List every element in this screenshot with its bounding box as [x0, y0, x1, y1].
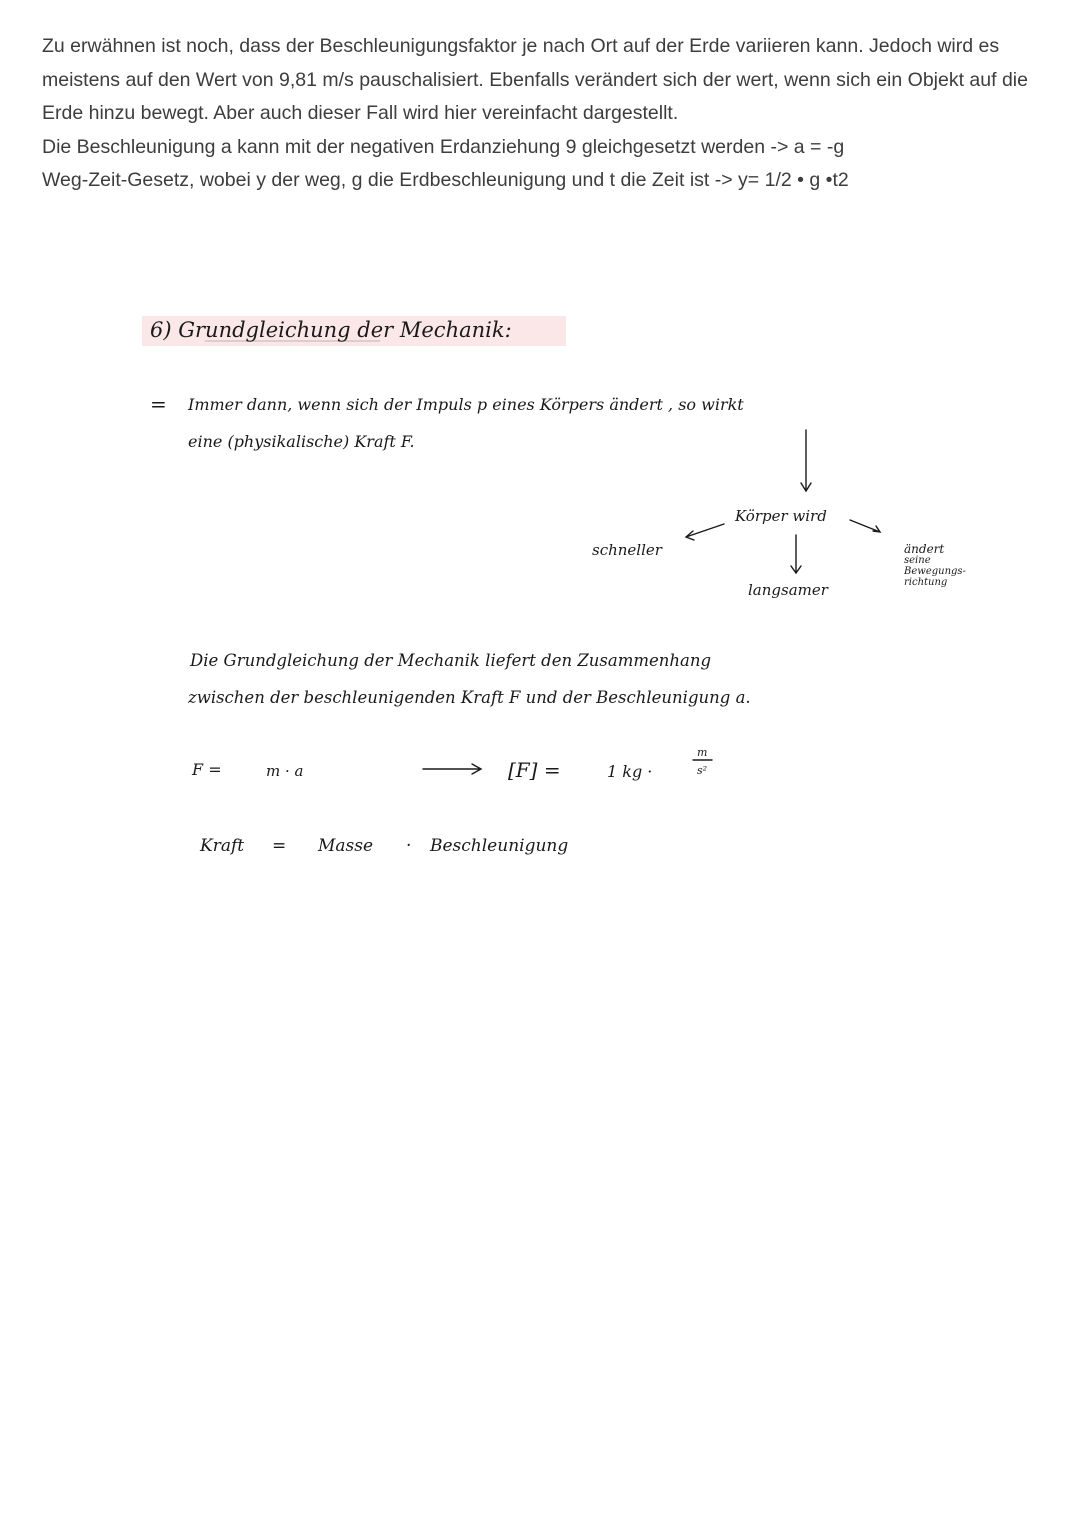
- handwritten-heading: 6) Grundgleichung der Mechanik:: [150, 318, 512, 342]
- arrow-to-langsamer: [791, 535, 801, 573]
- word-masse: Masse: [318, 836, 374, 856]
- formula-rhs: m · a: [266, 762, 304, 780]
- typed-line-acceleration: Die Beschleunigung a kann mit der negativen Erdanziehung 9 gleichgesetzt werden -> a = -g: [42, 135, 845, 158]
- diagram-left-label: schneller: [592, 541, 662, 559]
- typed-line-weg-zeit: Weg-Zeit-Gesetz, wobei y der weg, g die Erdbeschleunigung und t die Zeit ist -> y= 1/2 • g •t2: [42, 169, 849, 191]
- explanation-line-2: zwischen der beschleunigenden Kraft F und der Beschleunigung a.: [188, 688, 751, 707]
- word-kraft: Kraft: [200, 836, 245, 856]
- definition-line-2: eine (physikalische) Kraft F.: [188, 432, 415, 451]
- unit-lhs: [F] =: [508, 758, 561, 782]
- arrow-to-schneller: [686, 524, 724, 540]
- diagram-right-line-4: richtung: [904, 577, 948, 588]
- word-equals: =: [272, 836, 287, 856]
- formula-arrow: [423, 764, 481, 774]
- equals-mark: =: [150, 392, 167, 416]
- unit-rhs: 1 kg ·: [607, 762, 653, 781]
- diagram-right-line-3: Bewegungs-: [904, 566, 966, 577]
- typed-paragraph: Zu erwähnen ist noch, dass der Beschleunigungsfaktor je nach Ort auf der Erde variieren kann. Jedoch wird es meistens auf den Wert von 9,81 m/s pauschalisiert. Ebenfalls verändert sich der wert, wenn sich ein Objekt auf die Erde hinzu bewegt. Aber auch dieser Fall wird hier vereinfacht dargestellt.: [42, 35, 1028, 124]
- diagram-below-label: langsamer: [748, 581, 828, 599]
- arrow-to-richtung: [850, 520, 880, 532]
- explanation-line-1: Die Grundgleichung der Mechanik liefert den Zusammenhang: [190, 651, 712, 670]
- unit-denominator: s²: [697, 764, 708, 777]
- formula-lhs: F =: [192, 760, 222, 779]
- word-beschleunigung: Beschleunigung: [430, 836, 569, 856]
- definition-line-1: Immer dann, wenn sich der Impuls p eines Körpers ändert , so wirkt: [188, 395, 744, 414]
- unit-numerator: m: [697, 746, 708, 759]
- word-dot: ·: [406, 836, 412, 856]
- down-arrow-main: [801, 430, 811, 491]
- diagram-center-label: Körper wird: [735, 507, 827, 525]
- diagram-right-line-2: seine: [904, 555, 931, 566]
- diagram-right-line-1: ändert: [904, 542, 945, 556]
